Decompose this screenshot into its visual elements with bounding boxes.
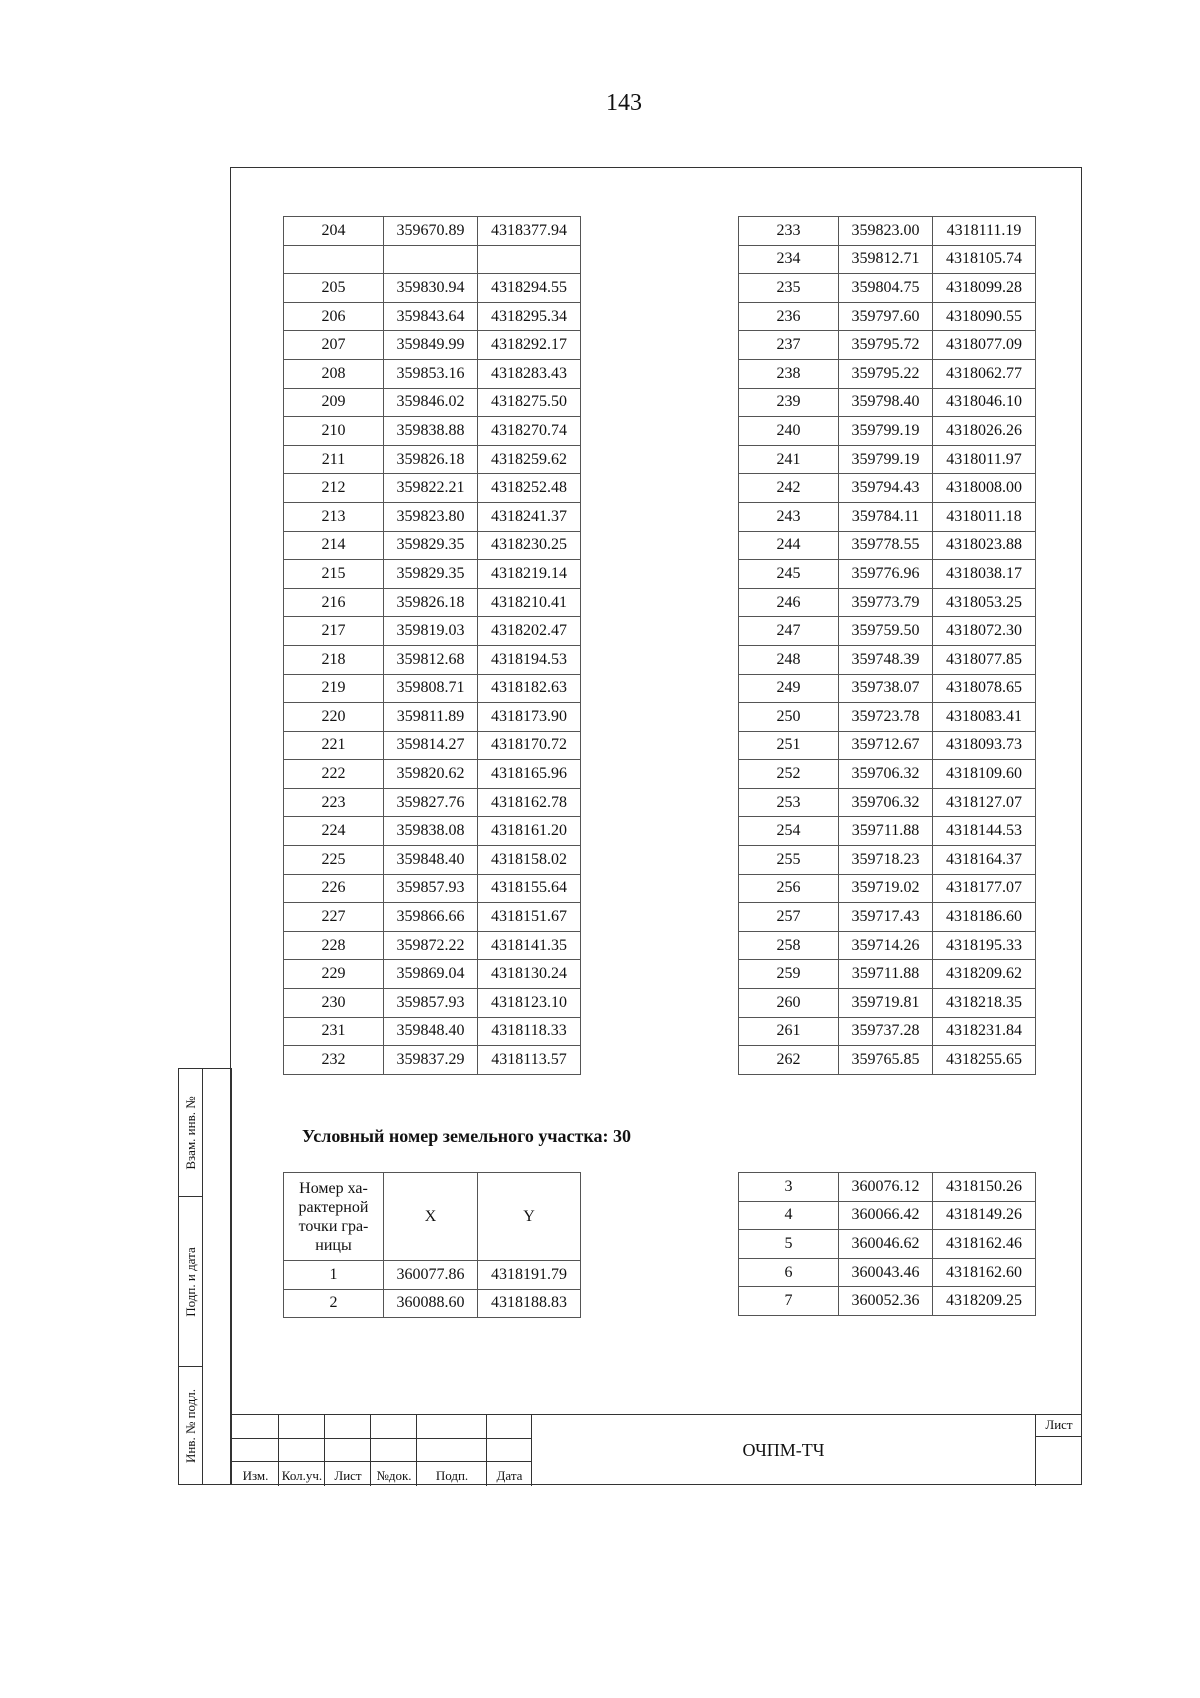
cell-point-number: 249 <box>739 674 839 703</box>
cell-point-number: 258 <box>739 931 839 960</box>
cell-y: 4318195.33 <box>933 931 1036 960</box>
cell-x: 360076.12 <box>839 1173 933 1202</box>
cell-x: 360043.46 <box>839 1258 933 1287</box>
table-row <box>284 617 581 646</box>
cell-x: 359776.96 <box>839 560 933 589</box>
table-row <box>284 1289 581 1318</box>
cell-x: 359723.78 <box>839 703 933 732</box>
table-row <box>739 846 1036 875</box>
cell-point-number: 241 <box>739 445 839 474</box>
tb-col-sheet: Лист <box>334 1468 362 1483</box>
cell-point-number: 237 <box>739 331 839 360</box>
tb-col-change: Изм. <box>242 1468 269 1483</box>
header-y: Y <box>478 1173 581 1261</box>
cell-x: 359719.02 <box>839 874 933 903</box>
cell-point-number: 242 <box>739 474 839 503</box>
table-row <box>739 703 1036 732</box>
cell-y: 4318111.19 <box>933 217 1036 246</box>
document-code: ОЧПМ-ТЧ <box>532 1415 1036 1486</box>
table-row <box>739 645 1036 674</box>
cell-y <box>478 245 581 274</box>
table-row <box>284 1261 581 1290</box>
table-row <box>739 359 1036 388</box>
cell-point-number: 244 <box>739 531 839 560</box>
cell-y: 4318077.09 <box>933 331 1036 360</box>
table-row <box>739 874 1036 903</box>
cell-x <box>384 245 478 274</box>
cell-point-number: 205 <box>284 274 384 303</box>
cell-x: 359778.55 <box>839 531 933 560</box>
cell-y: 4318202.47 <box>478 617 581 646</box>
cell-point-number: 229 <box>284 960 384 989</box>
cell-x: 359853.16 <box>384 359 478 388</box>
cell-y: 4318186.60 <box>933 903 1036 932</box>
cell-y: 4318072.30 <box>933 617 1036 646</box>
side-label-inventory: Инв. № подл. <box>182 1388 198 1463</box>
cell-point-number: 239 <box>739 388 839 417</box>
cell-x: 359706.32 <box>839 788 933 817</box>
cell-x: 359823.80 <box>384 502 478 531</box>
cell-y: 4318113.57 <box>478 1046 581 1075</box>
side-cell-replacement <box>179 1069 203 1197</box>
table-row <box>284 445 581 474</box>
table-row <box>284 931 581 960</box>
table-row <box>284 388 581 417</box>
cell-y: 4318090.55 <box>933 302 1036 331</box>
table-row <box>284 474 581 503</box>
table-row <box>284 560 581 589</box>
table-row <box>284 645 581 674</box>
cell-point-number: 209 <box>284 388 384 417</box>
cell-point-number: 245 <box>739 560 839 589</box>
cell-y: 4318270.74 <box>478 417 581 446</box>
table-row <box>284 903 581 932</box>
cell-y: 4318194.53 <box>478 645 581 674</box>
cell-y: 4318259.62 <box>478 445 581 474</box>
cell-x: 359670.89 <box>384 217 478 246</box>
cell-point-number: 219 <box>284 674 384 703</box>
sheet-label: Лист <box>1036 1417 1082 1437</box>
cell-y: 4318038.17 <box>933 560 1036 589</box>
table-row <box>739 1230 1036 1259</box>
cell-x: 359798.40 <box>839 388 933 417</box>
table-row <box>739 1046 1036 1075</box>
cell-x: 359759.50 <box>839 617 933 646</box>
cell-point-number: 206 <box>284 302 384 331</box>
cell-x: 359849.99 <box>384 331 478 360</box>
cell-x: 359714.26 <box>839 931 933 960</box>
cell-y: 4318191.79 <box>478 1261 581 1290</box>
table-header-row <box>284 1173 581 1261</box>
table-row <box>739 931 1036 960</box>
cell-x: 359706.32 <box>839 760 933 789</box>
cell-x: 360088.60 <box>384 1289 478 1318</box>
table-row <box>739 417 1036 446</box>
cell-y: 4318162.78 <box>478 788 581 817</box>
cell-y: 4318162.60 <box>933 1258 1036 1287</box>
cell-point-number: 211 <box>284 445 384 474</box>
cell-y: 4318141.35 <box>478 931 581 960</box>
cell-y: 4318173.90 <box>478 703 581 732</box>
table-row <box>284 217 581 246</box>
cell-x: 359737.28 <box>839 1017 933 1046</box>
cell-y: 4318062.77 <box>933 359 1036 388</box>
cell-x: 359799.19 <box>839 445 933 474</box>
cell-y: 4318144.53 <box>933 817 1036 846</box>
cell-x: 359857.93 <box>384 989 478 1018</box>
cell-point-number: 222 <box>284 760 384 789</box>
cell-point-number: 223 <box>284 788 384 817</box>
table-row <box>284 1046 581 1075</box>
cell-x: 359822.21 <box>384 474 478 503</box>
cell-point-number: 4 <box>739 1201 839 1230</box>
cell-point-number: 231 <box>284 1017 384 1046</box>
cell-y: 4318292.17 <box>478 331 581 360</box>
cell-x: 359830.94 <box>384 274 478 303</box>
cell-point-number: 235 <box>739 274 839 303</box>
table-row <box>739 817 1036 846</box>
cell-point-number: 210 <box>284 417 384 446</box>
cell-y: 4318077.85 <box>933 645 1036 674</box>
cell-x: 359848.40 <box>384 846 478 875</box>
table-row <box>284 274 581 303</box>
cell-point-number: 248 <box>739 645 839 674</box>
cell-x: 359799.19 <box>839 417 933 446</box>
side-stamp <box>178 1068 232 1485</box>
table-row <box>284 302 581 331</box>
cell-x: 359794.43 <box>839 474 933 503</box>
cell-y: 4318182.63 <box>478 674 581 703</box>
cell-y: 4318275.50 <box>478 388 581 417</box>
table-row <box>284 760 581 789</box>
table-row <box>284 1017 581 1046</box>
cell-x: 359711.88 <box>839 817 933 846</box>
cell-point-number: 236 <box>739 302 839 331</box>
cell-y: 4318053.25 <box>933 588 1036 617</box>
cell-point-number: 228 <box>284 931 384 960</box>
cell-y: 4318011.97 <box>933 445 1036 474</box>
cell-point-number: 257 <box>739 903 839 932</box>
cell-x: 360066.42 <box>839 1201 933 1230</box>
table-row <box>739 989 1036 1018</box>
cell-x: 359866.66 <box>384 903 478 932</box>
table-row <box>739 760 1036 789</box>
side-label-signature-date: Подп. и дата <box>182 1246 198 1317</box>
cell-y: 4318149.26 <box>933 1201 1036 1230</box>
cell-point-number: 240 <box>739 417 839 446</box>
table-row <box>739 731 1036 760</box>
cell-x: 359795.72 <box>839 331 933 360</box>
cell-y: 4318023.88 <box>933 531 1036 560</box>
cell-point-number: 259 <box>739 960 839 989</box>
plot-title: Условный номер земельного участка: 30 <box>302 1126 631 1146</box>
table-row <box>284 417 581 446</box>
table-row <box>739 674 1036 703</box>
cell-point-number: 230 <box>284 989 384 1018</box>
cell-x: 359829.35 <box>384 560 478 589</box>
cell-y: 4318078.65 <box>933 674 1036 703</box>
cell-y: 4318209.25 <box>933 1287 1036 1316</box>
cell-y: 4318295.34 <box>478 302 581 331</box>
page-number: 143 <box>606 90 642 116</box>
cell-y: 4318105.74 <box>933 245 1036 274</box>
cell-x: 359857.93 <box>384 874 478 903</box>
cell-y: 4318188.83 <box>478 1289 581 1318</box>
table-row <box>284 531 581 560</box>
cell-point-number: 218 <box>284 645 384 674</box>
cell-y: 4318158.02 <box>478 846 581 875</box>
cell-y: 4318209.62 <box>933 960 1036 989</box>
cell-y: 4318230.25 <box>478 531 581 560</box>
table-row <box>739 560 1036 589</box>
coordinates-table-left <box>283 216 581 1075</box>
cell-y: 4318083.41 <box>933 703 1036 732</box>
cell-x: 359748.39 <box>839 645 933 674</box>
cell-y: 4318255.65 <box>933 1046 1036 1075</box>
cell-x: 359827.76 <box>384 788 478 817</box>
cell-y: 4318008.00 <box>933 474 1036 503</box>
cell-x: 359846.02 <box>384 388 478 417</box>
cell-y: 4318150.26 <box>933 1173 1036 1202</box>
cell-y: 4318210.41 <box>478 588 581 617</box>
table-row <box>284 245 581 274</box>
cell-y: 4318155.64 <box>478 874 581 903</box>
cell-x: 359869.04 <box>384 960 478 989</box>
table-row <box>739 331 1036 360</box>
cell-point-number: 215 <box>284 560 384 589</box>
cell-point-number: 261 <box>739 1017 839 1046</box>
table-row <box>284 588 581 617</box>
cell-x: 359797.60 <box>839 302 933 331</box>
cell-y: 4318123.10 <box>478 989 581 1018</box>
cell-x: 359811.89 <box>384 703 478 732</box>
cell-point-number <box>284 245 384 274</box>
cell-x: 359717.43 <box>839 903 933 932</box>
cell-y: 4318026.26 <box>933 417 1036 446</box>
table-row <box>284 960 581 989</box>
cell-x: 359829.35 <box>384 531 478 560</box>
cell-x: 359773.79 <box>839 588 933 617</box>
table-row <box>739 474 1036 503</box>
cell-x: 359820.62 <box>384 760 478 789</box>
table-row <box>739 274 1036 303</box>
cell-x: 359711.88 <box>839 960 933 989</box>
table-row <box>739 960 1036 989</box>
cell-x: 359848.40 <box>384 1017 478 1046</box>
cell-x: 360046.62 <box>839 1230 933 1259</box>
header-x: X <box>384 1173 478 1261</box>
cell-x: 360077.86 <box>384 1261 478 1290</box>
cell-point-number: 254 <box>739 817 839 846</box>
cell-x: 359719.81 <box>839 989 933 1018</box>
cell-point-number: 204 <box>284 217 384 246</box>
cell-point-number: 221 <box>284 731 384 760</box>
table-row <box>739 245 1036 274</box>
table-row <box>284 674 581 703</box>
table-row <box>739 531 1036 560</box>
table-row <box>739 388 1036 417</box>
cell-point-number: 256 <box>739 874 839 903</box>
cell-x: 359826.18 <box>384 588 478 617</box>
cell-y: 4318011.18 <box>933 502 1036 531</box>
table-row <box>739 903 1036 932</box>
plot-30-table-right <box>738 1172 1036 1316</box>
cell-point-number: 208 <box>284 359 384 388</box>
table-row <box>284 817 581 846</box>
cell-point-number: 234 <box>739 245 839 274</box>
cell-x: 359843.64 <box>384 302 478 331</box>
cell-point-number: 250 <box>739 703 839 732</box>
cell-point-number: 227 <box>284 903 384 932</box>
cell-y: 4318127.07 <box>933 788 1036 817</box>
cell-y: 4318283.43 <box>478 359 581 388</box>
table-row <box>739 588 1036 617</box>
cell-point-number: 252 <box>739 760 839 789</box>
cell-y: 4318219.14 <box>478 560 581 589</box>
cell-point-number: 246 <box>739 588 839 617</box>
tb-col-docnum: №док. <box>376 1468 412 1483</box>
cell-x: 359795.22 <box>839 359 933 388</box>
cell-y: 4318109.60 <box>933 760 1036 789</box>
table-row <box>739 217 1036 246</box>
cell-point-number: 216 <box>284 588 384 617</box>
cell-y: 4318164.37 <box>933 846 1036 875</box>
table-row <box>739 1017 1036 1046</box>
table-row <box>739 1173 1036 1202</box>
table-row <box>739 617 1036 646</box>
table-row <box>739 1201 1036 1230</box>
cell-point-number: 253 <box>739 788 839 817</box>
cell-y: 4318241.37 <box>478 502 581 531</box>
cell-x: 359814.27 <box>384 731 478 760</box>
cell-point-number: 247 <box>739 617 839 646</box>
cell-x: 359812.68 <box>384 645 478 674</box>
cell-point-number: 212 <box>284 474 384 503</box>
cell-y: 4318162.46 <box>933 1230 1036 1259</box>
cell-x: 359784.11 <box>839 502 933 531</box>
cell-x: 359872.22 <box>384 931 478 960</box>
cell-x: 359765.85 <box>839 1046 933 1075</box>
cell-y: 4318218.35 <box>933 989 1036 1018</box>
cell-x: 359808.71 <box>384 674 478 703</box>
cell-x: 359838.08 <box>384 817 478 846</box>
cell-point-number: 226 <box>284 874 384 903</box>
cell-x: 359712.67 <box>839 731 933 760</box>
table-row <box>739 788 1036 817</box>
table-row <box>739 445 1036 474</box>
side-cell-signature-date <box>179 1197 203 1367</box>
side-cell-inventory <box>179 1367 203 1484</box>
cell-point-number: 225 <box>284 846 384 875</box>
cell-y: 4318099.28 <box>933 274 1036 303</box>
cell-y: 4318252.48 <box>478 474 581 503</box>
table-row <box>284 502 581 531</box>
coordinates-table-right <box>738 216 1036 1075</box>
cell-point-number: 214 <box>284 531 384 560</box>
cell-y: 4318177.07 <box>933 874 1036 903</box>
cell-point-number: 7 <box>739 1287 839 1316</box>
cell-x: 359718.23 <box>839 846 933 875</box>
table-row <box>284 846 581 875</box>
table-row <box>739 1287 1036 1316</box>
cell-x: 359812.71 <box>839 245 933 274</box>
table-row <box>284 331 581 360</box>
cell-y: 4318377.94 <box>478 217 581 246</box>
cell-point-number: 233 <box>739 217 839 246</box>
cell-x: 360052.36 <box>839 1287 933 1316</box>
table-row <box>739 1258 1036 1287</box>
table-row <box>739 502 1036 531</box>
tb-col-count: Кол.уч. <box>281 1468 323 1483</box>
cell-y: 4318093.73 <box>933 731 1036 760</box>
tb-col-signature: Подп. <box>435 1468 469 1483</box>
table-row <box>284 989 581 1018</box>
cell-y: 4318161.20 <box>478 817 581 846</box>
table-row <box>284 874 581 903</box>
cell-point-number: 3 <box>739 1173 839 1202</box>
table-row <box>284 703 581 732</box>
cell-point-number: 220 <box>284 703 384 732</box>
cell-point-number: 260 <box>739 989 839 1018</box>
cell-x: 359826.18 <box>384 445 478 474</box>
cell-y: 4318170.72 <box>478 731 581 760</box>
cell-point-number: 5 <box>739 1230 839 1259</box>
cell-y: 4318046.10 <box>933 388 1036 417</box>
tb-col-date: Дата <box>496 1468 523 1483</box>
cell-x: 359804.75 <box>839 274 933 303</box>
cell-point-number: 238 <box>739 359 839 388</box>
cell-point-number: 2 <box>284 1289 384 1318</box>
cell-x: 359819.03 <box>384 617 478 646</box>
cell-x: 359838.88 <box>384 417 478 446</box>
cell-x: 359837.29 <box>384 1046 478 1075</box>
cell-x: 359738.07 <box>839 674 933 703</box>
cell-point-number: 217 <box>284 617 384 646</box>
sheet-cell <box>1036 1415 1082 1486</box>
cell-point-number: 262 <box>739 1046 839 1075</box>
table-row <box>284 359 581 388</box>
plot-30-table-left <box>283 1172 581 1318</box>
table-row <box>739 302 1036 331</box>
cell-point-number: 232 <box>284 1046 384 1075</box>
cell-point-number: 243 <box>739 502 839 531</box>
cell-y: 4318165.96 <box>478 760 581 789</box>
table-row <box>284 788 581 817</box>
cell-y: 4318130.24 <box>478 960 581 989</box>
cell-y: 4318118.33 <box>478 1017 581 1046</box>
side-label-replacement: Взам. инв. № <box>182 1095 198 1170</box>
cell-point-number: 224 <box>284 817 384 846</box>
cell-point-number: 6 <box>739 1258 839 1287</box>
title-block <box>232 1414 1082 1485</box>
cell-y: 4318231.84 <box>933 1017 1036 1046</box>
cell-point-number: 213 <box>284 502 384 531</box>
cell-point-number: 255 <box>739 846 839 875</box>
table-row <box>284 731 581 760</box>
cell-point-number: 1 <box>284 1261 384 1290</box>
cell-point-number: 251 <box>739 731 839 760</box>
header-point-number: Номер ха- рактерной точки гра- ницы <box>284 1173 384 1261</box>
cell-y: 4318294.55 <box>478 274 581 303</box>
cell-point-number: 207 <box>284 331 384 360</box>
cell-y: 4318151.67 <box>478 903 581 932</box>
cell-x: 359823.00 <box>839 217 933 246</box>
